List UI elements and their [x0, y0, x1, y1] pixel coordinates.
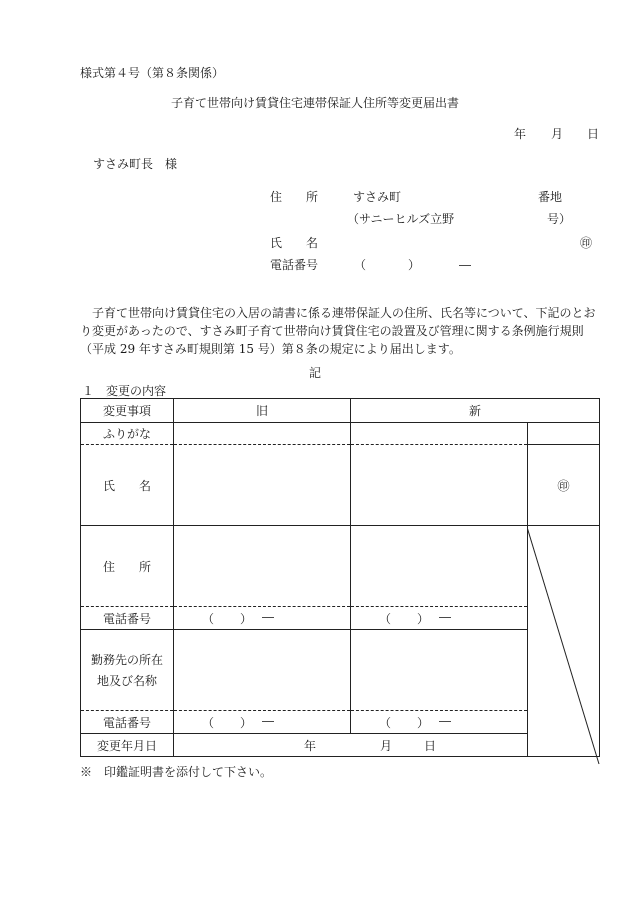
applicant-phone-close: ）: [408, 258, 421, 272]
workplace-old-cell[interactable]: [174, 630, 351, 711]
header-cell-item: 変更事項: [81, 399, 174, 423]
applicant-address-label: 住 所: [270, 190, 319, 204]
header-cell-new: 新: [351, 399, 600, 423]
phone-old-open: （: [201, 611, 214, 626]
name-new-cell[interactable]: [351, 445, 528, 526]
name-label: 氏 名: [81, 445, 174, 526]
phone2-new-close: ）: [416, 715, 429, 730]
address-new-cell[interactable]: [351, 526, 528, 607]
document-title: 子育て世帯向け賃貸住宅連帯保証人住所等変更届出書: [170, 96, 459, 110]
phone-new-dash: ―: [439, 609, 451, 624]
phone2-old-dash: ―: [262, 713, 274, 728]
phone-new-close: ）: [416, 611, 429, 626]
applicant-phone-label: 電話番号: [270, 258, 319, 272]
address-old-cell[interactable]: [174, 526, 351, 607]
addressee: すさみ町長 様: [93, 157, 178, 171]
furigana-label: ふりがな: [81, 423, 174, 445]
record-label: 記: [308, 366, 321, 380]
body-line-2: り変更があったので、すさみ町子育て世帯向け賃貸住宅の設置及び管理に関する条例施行規則: [80, 324, 584, 338]
header-cell-old: 旧: [174, 399, 351, 423]
date-year-label: 年: [514, 127, 527, 141]
applicant-building-room: 号）: [547, 212, 572, 226]
phone-new-open: （: [378, 611, 391, 626]
phone2-old-open: （: [201, 715, 214, 730]
applicant-phone-open: （: [354, 258, 367, 272]
phone2-new-open: （: [378, 715, 391, 730]
workplace-new-cell[interactable]: [351, 630, 528, 711]
address-label: 住 所: [81, 526, 174, 607]
phone-new-cell[interactable]: [351, 607, 528, 630]
applicant-phone-dash: ―: [459, 258, 471, 272]
applicant-seal-mark: ㊞: [580, 236, 593, 250]
change-details-table: [80, 398, 600, 757]
furigana-new-cell[interactable]: [351, 423, 528, 445]
change-date-cell[interactable]: [174, 734, 528, 757]
change-date-month: 月: [379, 738, 392, 753]
diagonal-blank-cell: [528, 526, 600, 757]
body-line-1: 子育て世帯向け賃貸住宅の入居の請書に係る連帯保証人の住所、氏名等について、下記のとお: [92, 306, 596, 320]
phone-label: 電話番号: [81, 607, 174, 630]
phone-old-cell[interactable]: [174, 607, 351, 630]
applicant-address-town: すさみ町: [353, 190, 402, 204]
date-day-label: 日: [587, 127, 600, 141]
phone2-old-close: ）: [239, 715, 252, 730]
workplace-label: [81, 630, 174, 711]
workplace-label-line-2: 地及び名称: [96, 674, 157, 688]
phone2-label: 電話番号: [81, 711, 174, 734]
phone2-new-dash: ―: [439, 713, 451, 728]
seal-top-cell: [528, 423, 600, 445]
workplace-label-line-1: 勤務先の所在: [90, 653, 163, 667]
body-line-3: （平成 29 年すさみ町規則第 15 号）第８条の規定により届出します。: [80, 342, 461, 356]
attachment-note: ※ 印鑑証明書を添付して下さい。: [80, 765, 273, 779]
form-number: 様式第４号（第８条関係）: [80, 66, 225, 80]
phone-old-dash: ―: [262, 609, 274, 624]
date-month-label: 月: [551, 127, 564, 141]
change-date-year: 年: [303, 738, 316, 753]
phone2-new-cell[interactable]: [351, 711, 528, 734]
phone2-old-cell[interactable]: [174, 711, 351, 734]
change-date-day: 日: [424, 738, 437, 753]
applicant-name-label: 氏 名: [270, 236, 319, 250]
name-seal-mark: ㊞: [528, 445, 600, 526]
furigana-old-cell[interactable]: [174, 423, 351, 445]
name-old-cell[interactable]: [174, 445, 351, 526]
phone-old-close: ）: [239, 611, 252, 626]
body-paragraph: [80, 304, 600, 358]
applicant-address-banchi: 番地: [538, 190, 563, 204]
applicant-building-name: （サニーヒルズ立野: [347, 212, 455, 226]
section-title: １ 変更の内容: [82, 384, 167, 398]
change-date-label: 変更年月日: [81, 734, 174, 757]
